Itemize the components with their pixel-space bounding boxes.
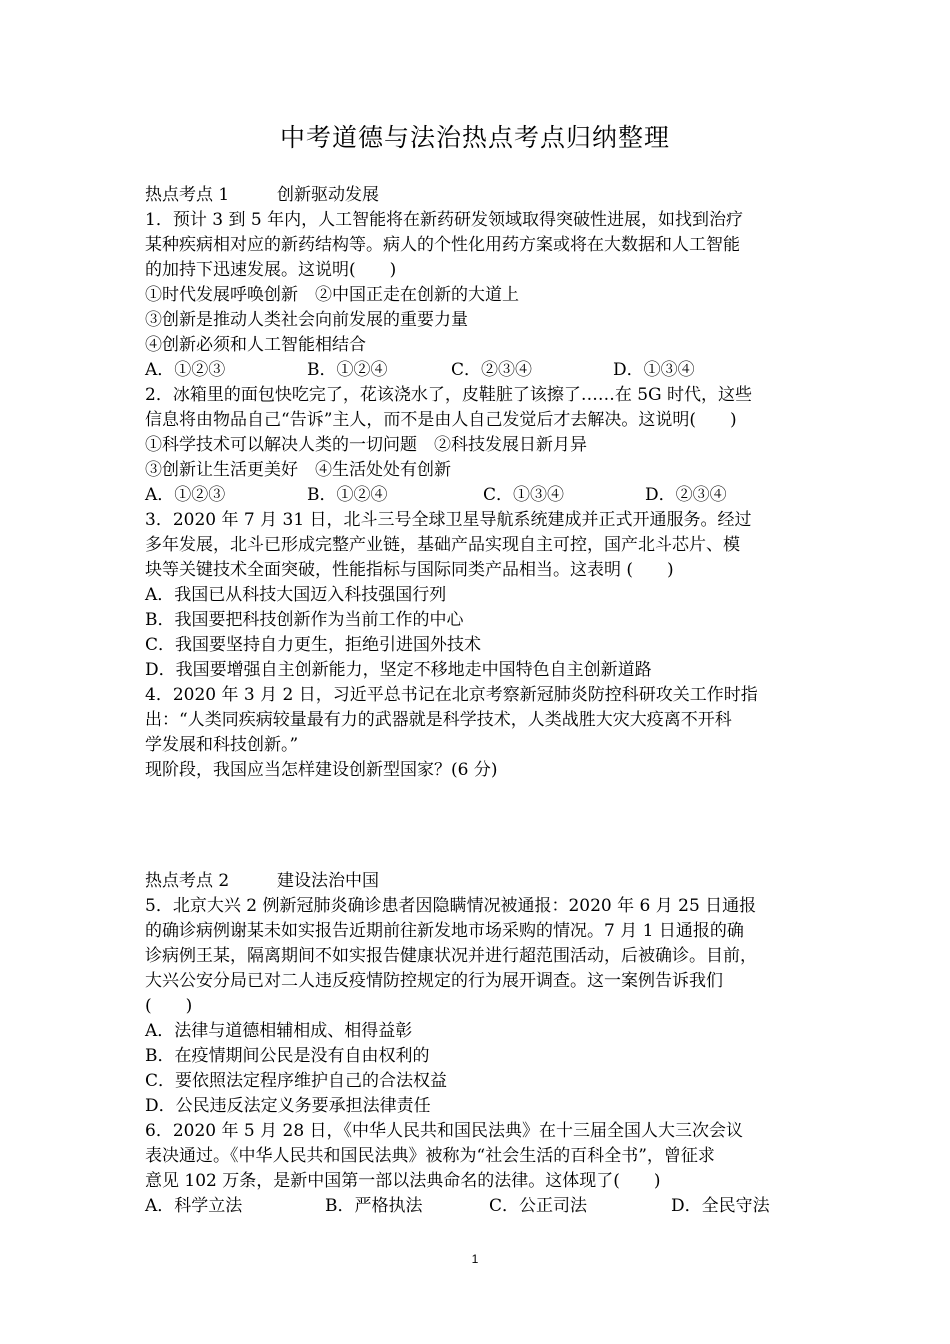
question-line: 1．预计 3 到 5 年内，人工智能将在新药研发领域取得突破性进展，如找到治疗 <box>145 210 744 230</box>
section-topic: 创新驱动发展 <box>277 185 379 205</box>
question-line: 2．冰箱里的面包快吃完了，花该浇水了，皮鞋脏了该擦了……在 5G 时代，这些 <box>145 385 753 405</box>
option-b: B．我国要把科技创新作为当前工作的中心 <box>145 610 464 630</box>
question-line: 5．北京大兴 2 例新冠肺炎确诊患者因隐瞒情况被通报：2020 年 6 月 25 日通报 <box>145 896 757 916</box>
option-d: D．②③④ <box>645 485 727 505</box>
section-2 <box>145 869 817 1219</box>
option-b: B．①②④ <box>307 485 388 505</box>
statement-line: ①时代发展呼唤创新 ②中国正走在创新的大道上 <box>145 285 519 305</box>
option-b: B．①②④ <box>307 360 388 380</box>
question-3 <box>145 508 817 683</box>
question-line: 多年发展，北斗已形成完整产业链，基础产品实现自主可控，国产北斗芯片、模 <box>145 535 740 555</box>
question-line: ( ) <box>145 996 193 1016</box>
question-2 <box>145 383 817 508</box>
option-b: B．在疫情期间公民是没有自由权利的 <box>145 1046 430 1066</box>
option-d: D．①③④ <box>613 360 695 380</box>
question-5 <box>145 894 817 1119</box>
option-d: D．公民违反法定义务要承担法律责任 <box>145 1096 431 1116</box>
question-line: 意见 102 万条，是新中国第一部以法典命名的法律。这体现了( ) <box>145 1171 661 1191</box>
option-c: C．公正司法 <box>489 1196 588 1216</box>
section-heading <box>145 183 817 208</box>
option-c: C．要依照法定程序维护自己的合法权益 <box>145 1071 448 1091</box>
question-line: 的加持下迅速发展。这说明( ) <box>145 260 397 280</box>
question-4 <box>145 683 817 783</box>
question-line: 的确诊病例谢某未如实报告近期前往新发地市场采购的情况。7 月 1 日通报的确 <box>145 921 744 941</box>
question-line: 出：“人类同疾病较量最有力的武器就是科学技术，人类战胜大灾大疫离不开科 <box>145 710 732 730</box>
option-a: A．①②③ <box>145 485 226 505</box>
question-1 <box>145 208 817 383</box>
section-label: 热点考点 2 <box>145 871 230 891</box>
statement-line: ③创新是推动人类社会向前发展的重要力量 <box>145 310 468 330</box>
option-a: A．我国已从科技大国迈入科技强国行列 <box>145 585 447 605</box>
document-title: 中考道德与法治热点考点归纳整理 <box>279 123 670 152</box>
question-line: 6．2020 年 5 月 28 日，《中华人民共和国民法典》在十三届全国人大三次会议 <box>145 1121 744 1141</box>
question-line: 诊病例王某，隔离期间不如实报告健康状况并进行超范围活动，后被确诊。目前， <box>145 946 757 966</box>
question-line: 表决通过。《中华人民共和国民法典》被称为“社会生活的百科全书”，曾征求 <box>145 1146 715 1166</box>
question-line: 3．2020 年 7 月 31 日，北斗三号全球卫星导航系统建成并正式开通服务。经过 <box>145 510 752 530</box>
page-number: 1 <box>471 1252 479 1266</box>
question-line: 某种疾病相对应的新药结构等。病人的个性化用药方案或将在大数据和人工智能 <box>145 235 740 255</box>
option-c: C．①③④ <box>483 485 565 505</box>
question-line: 4．2020 年 3 月 2 日，习近平总书记在北京考察新冠肺炎防控科研攻关工作时指 <box>145 685 758 705</box>
section-heading <box>145 869 817 894</box>
statement-line: ③创新让生活更美好 ④生活处处有创新 <box>145 460 451 480</box>
option-a: A．①②③ <box>145 360 226 380</box>
answer-options <box>145 1194 817 1219</box>
option-a: A．科学立法 <box>145 1196 243 1216</box>
section-topic: 建设法治中国 <box>277 871 379 891</box>
answer-options <box>145 358 817 383</box>
question-line: 块等关键技术全面突破，性能指标与国际同类产品相当。这表明 ( ) <box>145 560 674 580</box>
option-b: B．严格执法 <box>325 1196 423 1216</box>
section-1 <box>145 183 817 783</box>
option-d: D．我国要增强自主创新能力，坚定不移地走中国特色自主创新道路 <box>145 660 652 680</box>
option-c: C．②③④ <box>451 360 533 380</box>
question-line: 学发展和科技创新。” <box>145 735 299 755</box>
option-a: A．法律与道德相辅相成、相得益彰 <box>145 1021 413 1041</box>
question-6 <box>145 1119 817 1219</box>
section-label: 热点考点 1 <box>145 185 230 205</box>
question-line: 信息将由物品自己“告诉”主人，而不是由人自己发觉后才去解决。这说明( ) <box>145 410 737 430</box>
question-line: 大兴公安分局已对二人违反疫情防控规定的行为展开调查。这一案例告诉我们 <box>145 971 723 991</box>
statement-line: ①科学技术可以解决人类的一切问题 ②科技发展日新月异 <box>145 435 587 455</box>
question-prompt: 现阶段，我国应当怎样建设创新型国家？(6 分) <box>145 760 498 780</box>
answer-options <box>145 483 817 508</box>
statement-line: ④创新必须和人工智能相结合 <box>145 335 366 355</box>
option-d: D．全民守法 <box>671 1196 770 1216</box>
option-c: C．我国要坚持自力更生，拒绝引进国外技术 <box>145 635 482 655</box>
